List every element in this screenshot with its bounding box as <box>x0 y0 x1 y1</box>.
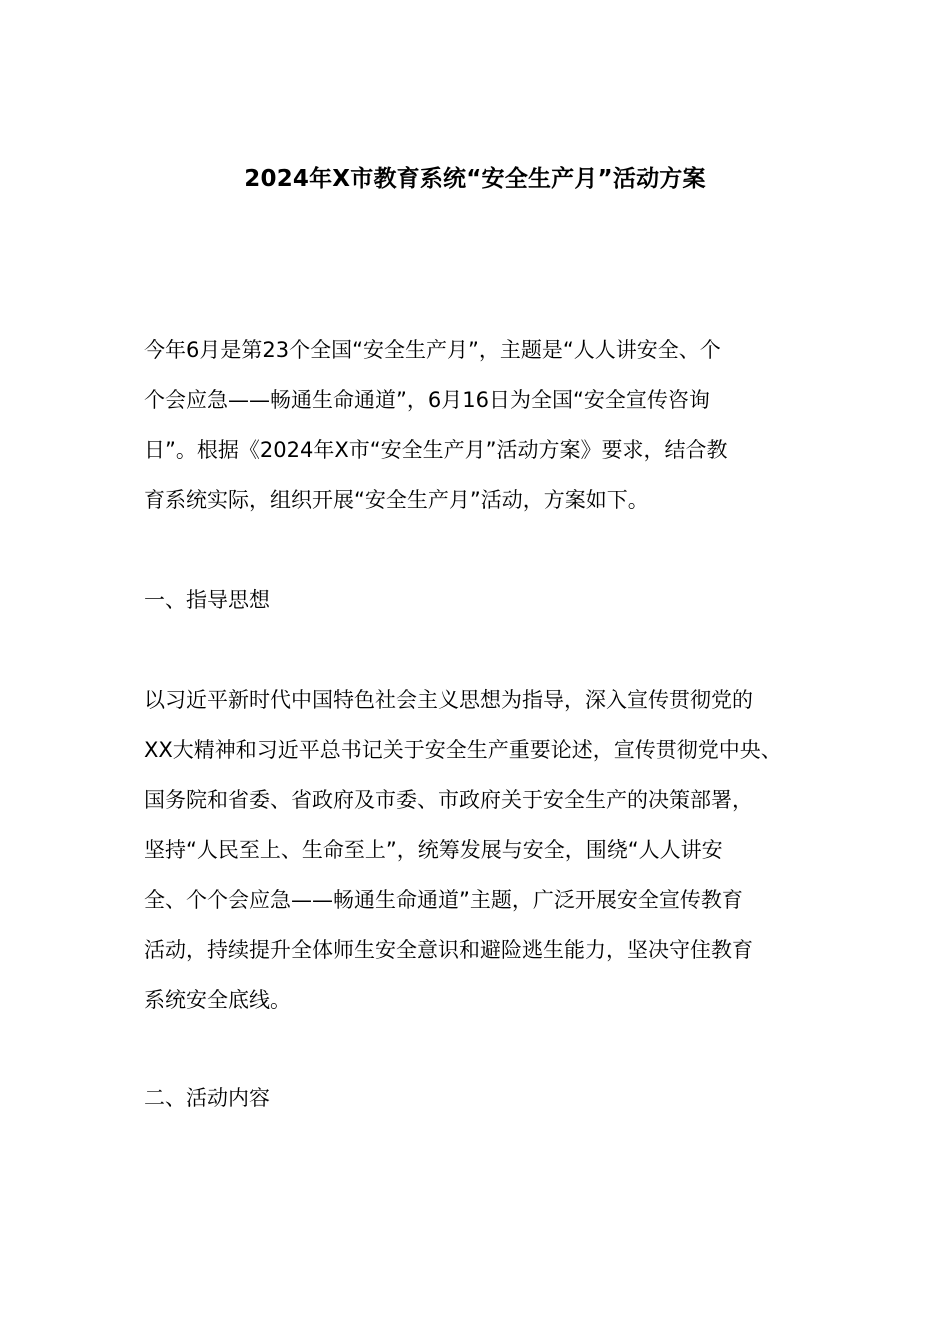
guiding-thought-paragraph <box>144 675 820 1025</box>
paragraph-line: 国务院和省委、省政府及市委、市政府关于安全生产的决策部署， <box>144 788 753 812</box>
paragraph-line: 全、个个会应急——畅通生命通道”主题，广泛开展安全宣传教育 <box>144 888 743 912</box>
document-title: 2024年X市教育系统“安全生产月”活动方案 <box>244 166 706 192</box>
paragraph-line: 个会应急——畅通生命通道”，6月16日为全国“安全宣传咨询 <box>144 388 710 412</box>
paragraph-line: 坚持“人民至上、生命至上”，统筹发展与安全，围绕“人人讲安 <box>144 838 723 862</box>
heading-text: 一、指导思想 <box>144 588 270 612</box>
paragraph-line: 活动，持续提升全体师生安全意识和避险逃生能力，坚决守住教育 <box>144 938 753 962</box>
intro-paragraph <box>144 325 820 525</box>
paragraph-line: 以习近平新时代中国特色社会主义思想为指导，深入宣传贯彻党的 <box>144 688 753 712</box>
section-heading-guiding-thought <box>144 575 820 625</box>
paragraph-line: 今年6月是第23个全国“安全生产月”，主题是“人人讲安全、个 <box>144 338 721 362</box>
paragraph-line: 系统安全底线。 <box>144 988 291 1012</box>
paragraph-line: 日”。根据《2024年X市“安全生产月”活动方案》要求，结合教 <box>144 438 728 462</box>
paragraph-line: 育系统实际，组织开展“安全生产月”活动，方案如下。 <box>144 488 649 512</box>
heading-text: 二、活动内容 <box>144 1086 270 1110</box>
section-heading-activity-content <box>144 1073 820 1123</box>
paragraph-line: XX大精神和习近平总书记关于安全生产重要论述，宣传贯彻党中央、 <box>144 738 782 762</box>
